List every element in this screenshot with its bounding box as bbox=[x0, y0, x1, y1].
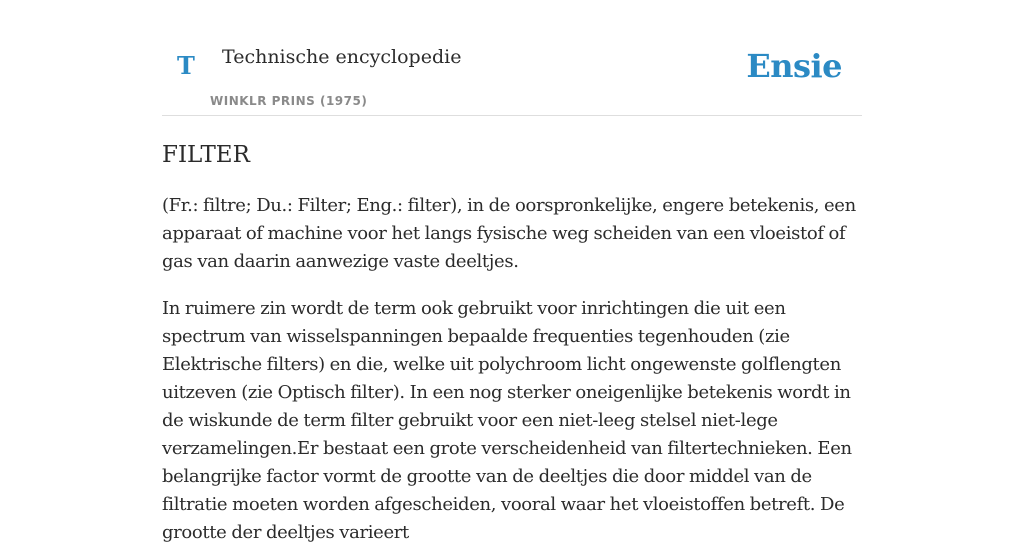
book-title-link[interactable]: Technische encyclopedie bbox=[222, 46, 462, 68]
site-header bbox=[162, 0, 862, 116]
entry-paragraph-1: (Fr.: filtre; Du.: Filter; Eng.: filter), in de oorspronkelijke, engere betekenis, een apparaat of machine voor het langs fysische weg scheiden van een vloeistof of gas van daarin aanwezige vaste deeltjes. bbox=[162, 195, 856, 272]
ensie-logo[interactable]: Ensie bbox=[746, 47, 842, 85]
entry-title: FILTER bbox=[162, 142, 250, 168]
book-subtitle: WINKLR PRINS (1975) bbox=[210, 94, 368, 108]
book-letter-icon: T bbox=[177, 51, 195, 80]
page bbox=[162, 0, 862, 547]
entry-paragraph-2: In ruimere zin wordt de term ook gebruikt voor inrichtingen die uit een spectrum van wisselspanningen bepaalde frequenties tegenhouden (zie Elektrische filters) en die, welke uit polychroom licht ongewenste golflengten uitzeven (zie Optisch filter). In een nog sterker oneigenlijke betekenis wordt in de wiskunde de term filter gebruikt voor een niet-leeg stelsel niet-lege verzamelingen.Er bestaat een grote verscheidenheid van filtertechnieken. Een belangrijke factor vormt de grootte van de deeltjes die door middel van de filtratie moeten worden afgescheiden, vooral waar het vloeistoffen betreft. De grootte der deeltjes varieert bbox=[162, 298, 852, 543]
